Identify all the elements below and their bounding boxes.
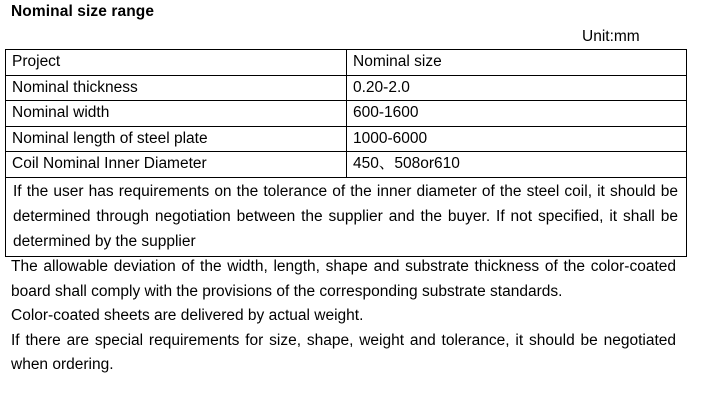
header-project: Project [6,50,347,76]
row-value: 600-1600 [347,101,687,127]
row-label: Nominal thickness [6,75,347,101]
paragraph-deviation: The allowable deviation of the width, length, shape and substrate thickness of the color-coated board shall comply with the provisions of the corresponding substrate standards. [11,258,676,300]
row-label: Nominal length of steel plate [6,126,347,152]
section-heading: Nominal size range [11,3,155,20]
table-row [6,152,687,178]
nominal-size-table [5,49,687,257]
table-header-row [6,50,687,76]
row-value: 1000-6000 [347,126,687,152]
table-note: If the user has requirements on the tolerance of the inner diameter of the steel coil, it should be determined through negotiation between the supplier and the buyer. If not specified, it shall be determined by the supplier [6,177,687,256]
row-label: Coil Nominal Inner Diameter [6,152,347,178]
paragraph-delivery: Color-coated sheets are delivered by actual weight. [11,307,364,325]
paragraph-special-requirements: If there are special requirements for size, shape, weight and tolerance, it should be negotiated when ordering. [11,331,676,374]
table-row [6,126,687,152]
table-note-row [6,177,687,256]
row-value: 0.20-2.0 [347,75,687,101]
row-value: 450、508or610 [347,152,687,178]
header-nominal-size: Nominal size [347,50,687,76]
table-row [6,75,687,101]
table-row [6,101,687,127]
row-label: Nominal width [6,101,347,127]
body-paragraphs [11,255,676,378]
unit-label: Unit:mm [582,28,640,45]
